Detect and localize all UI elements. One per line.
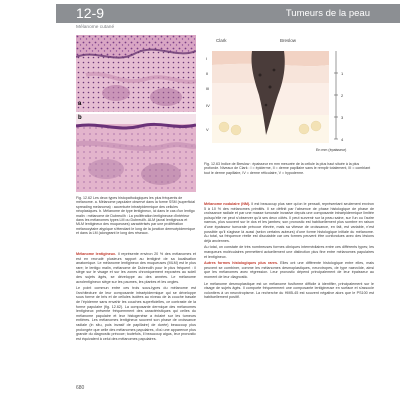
chapter-number: 12-9 — [76, 5, 105, 21]
breslow-depth-4: 4 — [341, 137, 344, 142]
paragraph: Il est beaucoup plus rare qu'on le pensait, représentant seulement environ 5 à 10 % des mélanomes primitifs. Il se définit par l'absence de phase histologique de phase de croissance radiale et par une masse tumorale invasive depuis une composante intraépidermique limitée puisqu'elle ne peut s'observer qu'à ses deux côtés. Il peut survenir sur la peau saine, sur l'un ou l'autre naevus, plus souvent sur le dos et les jambes; son pronostic est habituellement plus sombre en raison d'une épaisseur tumorale précoce élevée, mais sa vitesse de croissance, en fait, est variable, n'est possible qu'il s'agisse là aussi (selon certains auteurs) d'une forme histologique initiale du mélanome. Au total, sa fréquence réelle est discutable car ces formes peuvent être confondues avec des lésions déjà anciennes. — [204, 202, 374, 243]
panel-label-a: a — [78, 101, 82, 107]
breslow-depth-1: 1 — [341, 71, 344, 76]
breslow-depth-3: 3 — [341, 115, 344, 120]
clark-level-2: II — [206, 71, 209, 76]
clark-label: Clark — [216, 38, 227, 43]
subhead-melanome-nodulaire: Mélanome nodulaire (NM). — [204, 202, 251, 206]
breslow-depth-2: 2 — [341, 93, 344, 98]
clark-level-5: V — [206, 127, 209, 132]
clark-level-4: IV — [206, 103, 210, 108]
chapter-title: Tumeurs de la peau — [285, 8, 370, 19]
figure-caption-left: Fig. 12.62 Les deux types histopathologiques les plus fréquents de mélanome. a. Mélanome papulaire observé dans la forme SSM (superficial spreading melanoma) : accentuée intraépidermique des cellules néoplasiques. b. Mélanome de type lentigineux, ici dans le cas d'un lentigo malin : mélanome de Dubreuilh : La prolifération lentigineuse d'intérieur dans les mélanomes types LM ou Dubreuilh. ALM (acral lentiginous et MLM lentigineux des muqueuses) caractérisés par une prolifération mélanocytaire atypique s'étendant le long de la jonction dermoépidermique et dans la LM (alongeant le long des réseaux. — [76, 196, 196, 236]
micrograph-b-image — [76, 114, 196, 192]
paragraph: Le point commun entre ces trois sous-types du mélanome est l'architecture de leur composante intraépidermique qui se développe sous forme de bris et de cellules isolées au niveau de la couche basale de l'épiderme sans envahir les couches superficielles, ce contraste de la forme papulaire (fig. 12.62). La composante dermique des mélanomes lentigineux présente fréquemment des caractéristiques qui celles du mélanome papulaire et leur histogenèse a éclairé sur les tumeurs entières. Les mélanomes lentigineux souvent son phase de croissance radiale (in situ, puis invasif de papillaire) de durée) beaucoup plus prolongée que celle des mélanomes papulaires, d'où une apparence plus grande du diagnostic précoce; toutefois, il beaucoup aigus, leur pronostic est équivalent à celui des mélanomes papulaires. — [76, 286, 196, 341]
breslow-label: Breslow — [280, 38, 297, 43]
breslow-unit: En mm (épaisseur) — [316, 148, 347, 152]
panel-label-b: b — [78, 115, 82, 121]
body-column-left — [76, 252, 196, 341]
clark-level-3: III — [206, 86, 210, 91]
section-label: Mélanome cutané — [76, 25, 115, 30]
micrograph-a — [76, 35, 196, 112]
subhead-autres-formes: Autres formes histologiques plus rares. — [204, 261, 279, 266]
figure-caption-right: Fig. 12.63 Indice de Breslow : épaisseur en mm mesurée de la cellule la plus haut située à la plus profonde. Niveaux de Clark : I = épiderme, II = derme papillaire sans le remplir totalement, III = comblant tout le derme papillaire, IV = derme réticulaire, V = hypoderme. — [204, 162, 371, 175]
micrograph-b — [76, 114, 196, 192]
paragraph: Le mélanome desmoplastique est un mélanome fusiforme difficile à identifier, principalement sur le visage de sujets âgés. Il comporte fréquemment une composante lentigineuse en surface et s'associe volontiers à un neurotropisme. La recherche du HMB-45 est souvent négative alors que le PS100 est habituellement positif. — [204, 281, 374, 300]
paragraph: Au total, on constate de très nombreuses formes cliniques intermédiaires entre ces différents types; les marqueurs moléculaires permettent actuellement une distinction plus fine entre mélanomes papulaires et lentigineux. — [204, 245, 374, 259]
paragraph: Il représente environ 20 % des mélanomes et est en recrudé plusieurs rapport au lentiginé de sa localisation anatomique. Le mélanome lentigineux des muqueuses (MLM) est le plus rare; le lentigo malin, mélanome de Dubreuilh pour le plus fréquent : il siège sur le visage et sur les zones chroniquement exposées au soleil des sujets âgés, se développe au des années. Le mélanome acrolentigineux siège sur les paumes, les plantes et les ongles. — [76, 252, 197, 284]
micrograph-a-image — [76, 35, 196, 112]
clark-level-1: I — [206, 56, 208, 61]
page-number: 680 — [76, 385, 85, 391]
subhead-melanome-lentigineux: Mélanome lentigineux. — [76, 252, 117, 256]
body-column-right — [204, 202, 374, 300]
breslow-diagram-svg — [204, 35, 374, 155]
paragraph: Elles ont une différente histologique entre elles, mais peuvent se combiner, comme les mélanomes desmoplastiques, neurotropes, de type naevoïde, ainsi que les mélanomes avec régression. Leur pronostic dépend principalement de leur épaisseur au moment de leur diagnostic. — [204, 261, 375, 279]
breslow-clark-diagram — [204, 35, 374, 155]
